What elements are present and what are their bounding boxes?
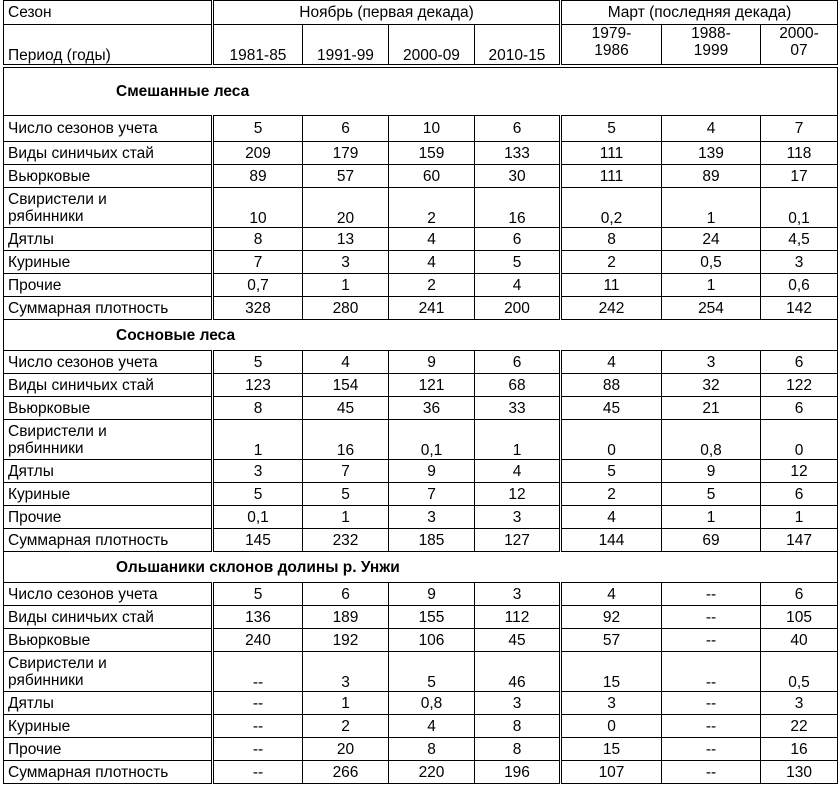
cell-value: 1: [303, 692, 389, 715]
row-label: [4, 374, 213, 397]
cell-value: 45: [303, 397, 389, 420]
cell-value: --: [662, 606, 761, 629]
cell-value: 0,1: [389, 420, 475, 460]
cell-value: 4,5: [761, 228, 838, 251]
cell-value: 5: [303, 483, 389, 506]
cell-value: --: [662, 629, 761, 652]
cell-value: 3: [475, 506, 561, 529]
cell-value: 6: [303, 583, 389, 606]
cell-value: 15: [561, 652, 662, 692]
cell-value: 241: [389, 297, 475, 320]
mar-period-line: 07: [790, 42, 808, 59]
table-row: [4, 420, 838, 460]
table-row: [4, 251, 838, 274]
cell-value: 4: [303, 351, 389, 374]
cell-value: 3: [389, 506, 475, 529]
cell-value: 111: [561, 142, 662, 165]
row-label-line: Прочие: [8, 276, 62, 294]
cell-value: 89: [213, 165, 303, 188]
table-row: [4, 629, 838, 652]
cell-value: 139: [662, 142, 761, 165]
table-row: [4, 529, 838, 552]
row-label-line: Суммарная плотность: [8, 763, 169, 781]
section-title: Смешанные леса: [4, 68, 838, 116]
row-label-line: Куриные: [8, 485, 71, 503]
cell-value: --: [662, 652, 761, 692]
cell-value: 22: [761, 715, 838, 738]
cell-value: 196: [475, 761, 561, 784]
cell-value: 0,7: [213, 274, 303, 297]
row-label-line: рябинники: [8, 439, 84, 457]
row-label: [4, 738, 213, 761]
table-row: [4, 297, 838, 320]
cell-value: 1: [662, 188, 761, 228]
row-label-line: Дятлы: [8, 462, 54, 480]
cell-value: --: [662, 738, 761, 761]
cell-value: 16: [475, 188, 561, 228]
cell-value: 232: [303, 529, 389, 552]
cell-value: 130: [761, 761, 838, 784]
cell-value: 12: [475, 483, 561, 506]
cell-value: 254: [662, 297, 761, 320]
cell-value: 10: [213, 188, 303, 228]
cell-value: 4: [389, 251, 475, 274]
cell-value: --: [213, 761, 303, 784]
table-row: [4, 228, 838, 251]
cell-value: 0,6: [761, 274, 838, 297]
row-label-line: Прочие: [8, 740, 62, 758]
cell-value: 7: [761, 116, 838, 142]
table-row: [4, 692, 838, 715]
cell-value: 2: [389, 188, 475, 228]
row-label: [4, 274, 213, 297]
cell-value: 33: [475, 397, 561, 420]
row-label-line: Число сезонов учета: [8, 585, 158, 603]
cell-value: 4: [475, 460, 561, 483]
table-row: [4, 274, 838, 297]
cell-value: 107: [561, 761, 662, 784]
cell-value: --: [662, 692, 761, 715]
cell-value: 266: [303, 761, 389, 784]
cell-value: 69: [662, 529, 761, 552]
section-title: Ольшаники склонов долины р. Унжи: [4, 552, 838, 583]
cell-value: 154: [303, 374, 389, 397]
cell-value: 220: [389, 761, 475, 784]
cell-value: 105: [761, 606, 838, 629]
table-row: [4, 374, 838, 397]
cell-value: 4: [389, 715, 475, 738]
cell-value: 4: [561, 351, 662, 374]
season-label: Сезон: [4, 1, 213, 25]
cell-value: 3: [761, 692, 838, 715]
row-label: [4, 420, 213, 460]
cell-value: 60: [389, 165, 475, 188]
row-label: [4, 142, 213, 165]
cell-value: 1: [303, 274, 389, 297]
row-label-line: рябинники: [8, 207, 84, 225]
cell-value: 57: [561, 629, 662, 652]
cell-value: 179: [303, 142, 389, 165]
cell-value: --: [213, 692, 303, 715]
cell-value: 11: [561, 274, 662, 297]
cell-value: 3: [213, 460, 303, 483]
cell-value: 32: [662, 374, 761, 397]
cell-value: 6: [303, 116, 389, 142]
cell-value: 3: [561, 692, 662, 715]
row-label: [4, 715, 213, 738]
cell-value: 45: [561, 397, 662, 420]
cell-value: 127: [475, 529, 561, 552]
table-row: [4, 761, 838, 784]
cell-value: 9: [389, 351, 475, 374]
row-label-line: Суммарная плотность: [8, 299, 169, 317]
row-label: [4, 606, 213, 629]
row-label: [4, 761, 213, 784]
table-row: [4, 351, 838, 374]
row-label: [4, 529, 213, 552]
cell-value: 121: [389, 374, 475, 397]
row-label: [4, 397, 213, 420]
period-label: Период (годы): [4, 25, 213, 65]
cell-value: 5: [213, 351, 303, 374]
cell-value: 3: [303, 652, 389, 692]
cell-value: 5: [213, 583, 303, 606]
march-label: Март (последняя декада): [561, 1, 838, 25]
cell-value: 8: [475, 738, 561, 761]
section-title: Сосновые леса: [4, 320, 838, 351]
row-label: [4, 297, 213, 320]
row-label-line: Свиристели и: [8, 190, 107, 208]
cell-value: 6: [761, 397, 838, 420]
row-label: [4, 251, 213, 274]
cell-value: 0: [761, 420, 838, 460]
row-label-line: Свиристели и: [8, 422, 107, 440]
row-label: [4, 460, 213, 483]
cell-value: 20: [303, 188, 389, 228]
mar-period-line: 2000-: [779, 25, 819, 42]
cell-value: 240: [213, 629, 303, 652]
cell-value: 6: [475, 351, 561, 374]
row-label-line: Куриные: [8, 717, 71, 735]
cell-value: 6: [761, 583, 838, 606]
nov-period-2: 2000-09: [389, 25, 475, 65]
table-row: [4, 460, 838, 483]
row-label: [4, 116, 213, 142]
november-label: Ноябрь (первая декада): [213, 1, 561, 25]
cell-value: 20: [303, 738, 389, 761]
cell-value: 8: [213, 228, 303, 251]
table-row: [4, 188, 838, 228]
cell-value: 88: [561, 374, 662, 397]
cell-value: 192: [303, 629, 389, 652]
cell-value: 185: [389, 529, 475, 552]
row-label-line: Вьюрковые: [8, 167, 91, 185]
cell-value: 328: [213, 297, 303, 320]
cell-value: 3: [761, 251, 838, 274]
cell-value: 3: [662, 351, 761, 374]
cell-value: 136: [213, 606, 303, 629]
cell-value: 4: [389, 228, 475, 251]
table-row: [4, 116, 838, 142]
cell-value: 0,5: [662, 251, 761, 274]
row-label-line: Куриные: [8, 253, 71, 271]
row-label: [4, 351, 213, 374]
table-row: [4, 652, 838, 692]
row-label: [4, 228, 213, 251]
row-label-line: рябинники: [8, 671, 84, 689]
cell-value: 89: [662, 165, 761, 188]
cell-value: 92: [561, 606, 662, 629]
cell-value: 5: [213, 483, 303, 506]
cell-value: 133: [475, 142, 561, 165]
mar-period-1: [662, 25, 761, 65]
mar-period-2: [761, 25, 838, 65]
row-label: [4, 188, 213, 228]
cell-value: 16: [761, 738, 838, 761]
cell-value: 123: [213, 374, 303, 397]
cell-value: 0: [561, 715, 662, 738]
cell-value: 111: [561, 165, 662, 188]
row-label: [4, 483, 213, 506]
cell-value: 4: [561, 583, 662, 606]
cell-value: 4: [561, 506, 662, 529]
cell-value: 1: [761, 506, 838, 529]
cell-value: 7: [303, 460, 389, 483]
cell-value: 5: [561, 116, 662, 142]
cell-value: 1: [213, 420, 303, 460]
cell-value: 2: [303, 715, 389, 738]
cell-value: 1: [662, 506, 761, 529]
cell-value: 2: [389, 274, 475, 297]
cell-value: 6: [475, 228, 561, 251]
row-label-line: Прочие: [8, 508, 62, 526]
cell-value: --: [662, 761, 761, 784]
table-row: [4, 715, 838, 738]
mar-period-line: 1988-: [691, 25, 731, 42]
row-label-line: Число сезонов учета: [8, 120, 158, 137]
row-label-line: Виды синичьих стай: [8, 144, 154, 162]
cell-value: 16: [303, 420, 389, 460]
row-label-line: Число сезонов учета: [8, 353, 158, 371]
cell-value: --: [213, 652, 303, 692]
cell-value: 112: [475, 606, 561, 629]
mar-period-line: 1979-: [591, 25, 632, 42]
cell-value: 1: [303, 506, 389, 529]
row-label-line: Суммарная плотность: [8, 531, 169, 549]
cell-value: 0,1: [213, 506, 303, 529]
cell-value: 0,5: [761, 652, 838, 692]
cell-value: 9: [389, 583, 475, 606]
cell-value: 13: [303, 228, 389, 251]
cell-value: 8: [561, 228, 662, 251]
cell-value: 6: [475, 116, 561, 142]
cell-value: 1: [475, 420, 561, 460]
row-label: [4, 165, 213, 188]
cell-value: 36: [389, 397, 475, 420]
cell-value: 118: [761, 142, 838, 165]
row-label-line: Вьюрковые: [8, 399, 91, 417]
cell-value: 145: [213, 529, 303, 552]
row-label: [4, 652, 213, 692]
cell-value: 2: [561, 251, 662, 274]
row-label-line: Дятлы: [8, 230, 54, 248]
cell-value: 8: [213, 397, 303, 420]
cell-value: 147: [761, 529, 838, 552]
table-row: [4, 738, 838, 761]
cell-value: 144: [561, 529, 662, 552]
row-label-line: Виды синичьих стай: [8, 608, 154, 626]
cell-value: 159: [389, 142, 475, 165]
cell-value: 4: [662, 116, 761, 142]
cell-value: 242: [561, 297, 662, 320]
cell-value: 1: [662, 274, 761, 297]
cell-value: 0: [561, 420, 662, 460]
mar-period-line: 1999: [693, 42, 729, 59]
cell-value: 280: [303, 297, 389, 320]
table-row: [4, 506, 838, 529]
cell-value: 10: [389, 116, 475, 142]
mar-period-0: [561, 25, 662, 65]
cell-value: 209: [213, 142, 303, 165]
cell-value: 9: [662, 460, 761, 483]
cell-value: 3: [475, 692, 561, 715]
table-row: [4, 583, 838, 606]
cell-value: 142: [761, 297, 838, 320]
nov-period-0: 1981-85: [213, 25, 303, 65]
cell-value: 0,8: [389, 692, 475, 715]
cell-value: 24: [662, 228, 761, 251]
cell-value: 200: [475, 297, 561, 320]
cell-value: 8: [475, 715, 561, 738]
table-row: [4, 606, 838, 629]
cell-value: 45: [475, 629, 561, 652]
cell-value: 189: [303, 606, 389, 629]
cell-value: 30: [475, 165, 561, 188]
nov-period-3: 2010-15: [475, 25, 561, 65]
row-label: [4, 629, 213, 652]
row-label: [4, 583, 213, 606]
cell-value: 6: [761, 351, 838, 374]
cell-value: 57: [303, 165, 389, 188]
table-row: [4, 142, 838, 165]
cell-value: --: [213, 738, 303, 761]
cell-value: 5: [561, 460, 662, 483]
table-row: [4, 397, 838, 420]
cell-value: 46: [475, 652, 561, 692]
cell-value: 15: [561, 738, 662, 761]
table-row: [4, 483, 838, 506]
cell-value: 12: [761, 460, 838, 483]
cell-value: 5: [213, 116, 303, 142]
nov-period-1: 1991-99: [303, 25, 389, 65]
cell-value: 122: [761, 374, 838, 397]
row-label-line: Вьюрковые: [8, 631, 91, 649]
cell-value: 5: [389, 652, 475, 692]
cell-value: 17: [761, 165, 838, 188]
cell-value: 40: [761, 629, 838, 652]
cell-value: 0,2: [561, 188, 662, 228]
header-table: [3, 0, 838, 65]
row-label-line: Дятлы: [8, 694, 54, 712]
cell-value: --: [662, 583, 761, 606]
cell-value: 0,1: [761, 188, 838, 228]
mar-period-line: 1986: [594, 42, 629, 59]
cell-value: 7: [213, 251, 303, 274]
cell-value: 106: [389, 629, 475, 652]
row-label: [4, 506, 213, 529]
row-label-line: Виды синичьих стай: [8, 376, 154, 394]
cell-value: --: [213, 715, 303, 738]
cell-value: 9: [389, 460, 475, 483]
data-table: [3, 67, 838, 784]
cell-value: 8: [389, 738, 475, 761]
row-label: [4, 692, 213, 715]
cell-value: 7: [389, 483, 475, 506]
cell-value: --: [662, 715, 761, 738]
cell-value: 0,8: [662, 420, 761, 460]
cell-value: 6: [761, 483, 838, 506]
row-label-line: Свиристели и: [8, 654, 107, 672]
table-row: [4, 165, 838, 188]
cell-value: 3: [303, 251, 389, 274]
cell-value: 3: [475, 583, 561, 606]
cell-value: 155: [389, 606, 475, 629]
cell-value: 5: [475, 251, 561, 274]
cell-value: 2: [561, 483, 662, 506]
cell-value: 21: [662, 397, 761, 420]
cell-value: 4: [475, 274, 561, 297]
cell-value: 5: [662, 483, 761, 506]
cell-value: 68: [475, 374, 561, 397]
